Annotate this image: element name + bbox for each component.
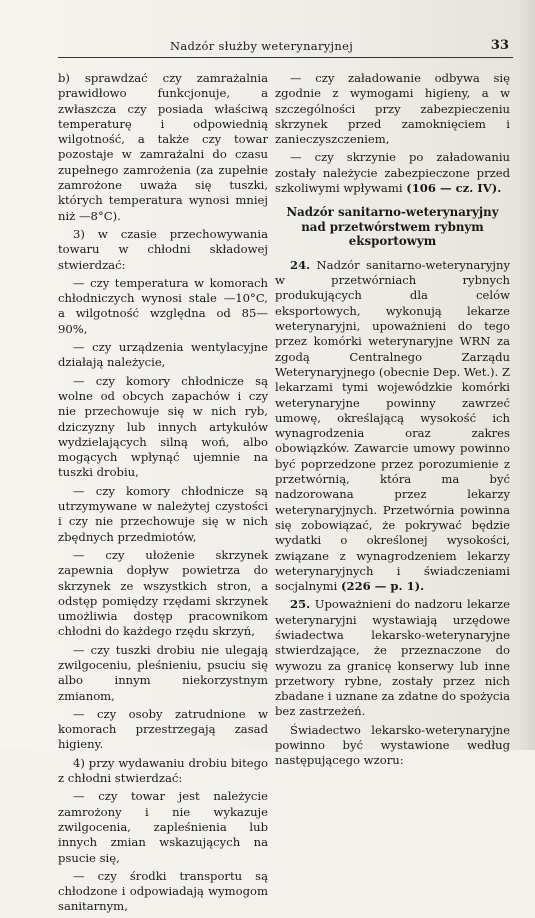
left-column	[58, 71, 268, 918]
paragraph: b) sprawdzać czy zamrażalnia prawidłowo funkcjonuje, a zwłaszcza czy posiada właściwą temperaturę i odpowiednią wilgotność, a także czy towar pozostaje w zamrażalni do czasu zupełnego zamrożenia (za zupełnie zamrożone uważa się tuszki, których temperatura wynosi mniej niż —8°C).	[58, 71, 268, 223]
paragraph: — czy towar jest należycie zamrożony i nie wykazuje zwilgocenia, zapleśnienia lub innych zmian wskazujących na psucie się,	[58, 789, 268, 865]
paragraph: — czy komory chłodnicze są wolne od obcych zapachów i czy nie przechowuje się w nich ryb, dziczyzny lub innych artykułów wydzielających silną woń, albo mogących wpłynąć ujemnie na tuszki drobiu,	[58, 373, 268, 480]
header-title: Nadzór służby weterynaryjnej	[170, 39, 354, 53]
paragraph-number: 24.	[290, 257, 311, 272]
legal-reference: (226 — p. 1).	[341, 579, 425, 594]
right-column	[275, 71, 510, 772]
paragraph-number: 25.	[290, 597, 311, 612]
paragraph: — czy ułożenie skrzynek zapewnia dopływ powietrza do skrzynek ze wszystkich stron, a odstęp pomiędzy rzędami skrzynek umożliwia dostęp pracownikom chłodni do każdego rzędu skrzyń,	[58, 547, 268, 639]
paragraph-25	[275, 597, 510, 719]
paragraph-text: — czy skrzynie po załadowaniu zostały należycie zabezpieczone przed szkoliwymi wpływami	[275, 150, 510, 196]
paragraph: — czy tuszki drobiu nie ulegają zwilgoceniu, pleśnieniu, psuciu się albo innym niekorzystnym zmianom,	[58, 642, 268, 703]
paragraph: 4) przy wydawaniu drobiu bitego z chłodni stwierdzać:	[58, 755, 268, 786]
paragraph-text: Nadzór sanitarno-weterynaryjny w przetwórniach rybnych produkujących dla celów eksportowych, wykonują lekarze weterynaryjni, upoważnieni do tego przez komórki weterynaryjne WRN za zgodą Centralnego Zarządu Weterynaryjnego (obecnie Dep. Wet.). Z lekarzami tymi wojewódzkie komórki weterynaryjne powinny zawrzeć umowę, określającą wysokość ich wynagrodzenia oraz zakres obowiązków. Zawarcie umowy powinno być poprzedzone przez porozumienie z przetwórnią, która ma być nadzorowana przez lekarzy weterynaryjnych. Przetwórnia powinna się zobowiązać, że pokrywać będzie wydatki o określonej wysokości, związane z wynagrodzeniem lekarzy weterynaryjnych i świadczeniami socjalnymi	[275, 257, 510, 594]
paragraph: 3) w czasie przechowywania towaru w chłodni składowej stwierdzać:	[58, 226, 268, 272]
paragraph-24	[275, 258, 510, 595]
paragraph: Świadectwo lekarsko-weterynaryjne powinno być wystawione według następującego wzoru:	[275, 722, 510, 768]
page-edge-shadow	[517, 0, 535, 750]
paragraph	[275, 150, 510, 196]
running-header	[58, 37, 513, 58]
paragraph: — czy załadowanie odbywa się zgodnie z wymogami higieny, a w szczególności przy zabezpieczeniu skrzynek przed zamoknięciem i zanieczyszczeniem,	[275, 71, 510, 147]
paragraph: — czy osoby zatrudnione w komorach przestrzegają zasad higieny.	[58, 706, 268, 752]
paragraph-text: Upoważnieni do nadzoru lekarze weterynaryjni wystawiają urzędowe świadectwa lekarsko-weterynaryjne stwierdzające, że przeznaczone do wywozu za granicę konserwy lub inne przetwory rybne, zostały przez nich zbadane i uznane za zdatne do spożycia bez zastrzeżeń.	[275, 597, 510, 719]
paragraph: — czy temperatura w komorach chłodniczych wynosi stale —10°C, a wilgotność względna od 85—90%,	[58, 275, 268, 336]
page-number: 33	[490, 38, 509, 53]
paragraph: — czy komory chłodnicze są utrzymywane w należytej czystości i czy nie przechowuje się w nich zbędnych przedmiotów,	[58, 483, 268, 544]
paragraph: — czy urządzenia wentylacyjne działają należycie,	[58, 340, 268, 370]
paragraph: — czy środki transportu są chłodzone i odpowiadają wymogom sanitarnym,	[58, 868, 268, 914]
section-title: Nadzór sanitarno-weterynaryjny nad przetwórstwem rybnym eksportowym	[286, 205, 499, 249]
legal-reference: (106 — cz. IV).	[406, 181, 502, 196]
